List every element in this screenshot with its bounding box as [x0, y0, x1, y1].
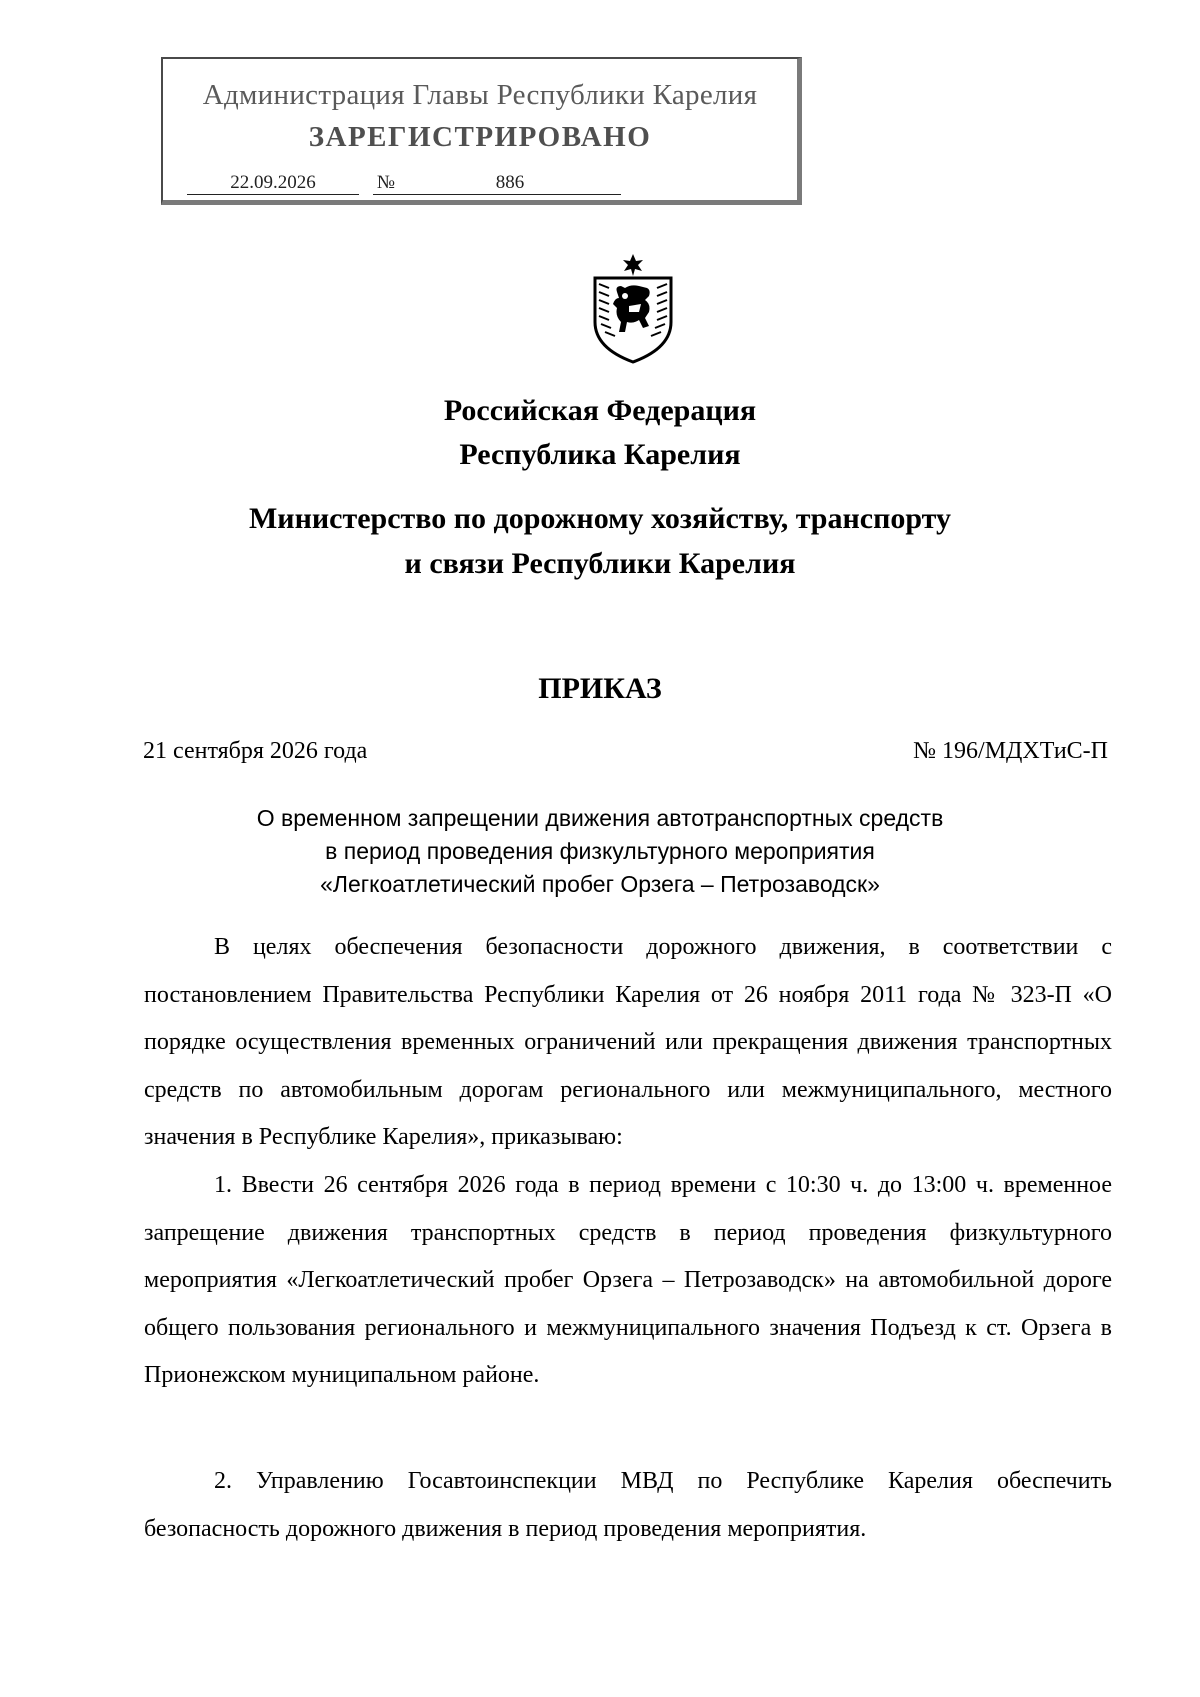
subject-line-3: «Легкоатлетический пробег Орзега – Петрозаводск»	[320, 871, 880, 897]
country-title: Российская Федерация	[443, 394, 757, 427]
clause-2-paragraph: 2. Управлению Госавтоинспекции МВД по Республике Карелия обеспечить безопасность дорожного движения в период проведения мероприятия.	[144, 1468, 1112, 1542]
subject-line-2: в период проведения физкультурного мероприятия	[325, 838, 875, 864]
order-date: 21 сентября 2026 года	[143, 738, 368, 764]
ministry-title-line2: и связи Республики Карелия	[404, 547, 796, 580]
order-number: № 196/МДХТиС-П	[913, 738, 1108, 764]
karelia-coat-of-arms-icon	[585, 252, 681, 364]
subject-line-1: О временном запрещении движения автотранспортных средств	[256, 805, 944, 831]
stamp-organization: Администрация Главы Республики Карелия	[202, 79, 758, 111]
preamble-paragraph: В целях обеспечения безопасности дорожного движения, в соответствии с постановлением Правительства Республики Карелия от 26 ноября 2011 года № 323-П «О порядке осуществления временных ограничений или прекращения движения транспортных средств по автомобильным дорогам регионального или межмуниципального, местного значения в Республике Карелия», приказываю:	[144, 934, 1112, 1151]
stamp-number: 886	[399, 172, 621, 195]
stamp-registration-row	[163, 172, 797, 196]
stamp-date: 22.09.2026	[187, 172, 359, 195]
ministry-title-line1: Министерство по дорожному хозяйству, транспорту	[248, 502, 952, 535]
stamp-number-sign: №	[373, 172, 399, 195]
registration-stamp	[161, 57, 802, 205]
document-type: ПРИКАЗ	[538, 672, 662, 705]
stamp-status: ЗАРЕГИСТРИРОВАНО	[308, 121, 652, 153]
clause-1-paragraph: 1. Ввести 26 сентября 2026 года в период времени с 10:30 ч. до 13:00 ч. временное запрещение движения транспортных средств в период проведения физкультурного мероприятия «Легкоатлетический пробег Орзега – Петрозаводск» на автомобильной дороге общего пользования регионального и межмуниципального значения Подъезд к ст. Орзега в Прионежском муниципальном районе.	[144, 1172, 1112, 1389]
republic-title: Республика Карелия	[459, 438, 741, 471]
